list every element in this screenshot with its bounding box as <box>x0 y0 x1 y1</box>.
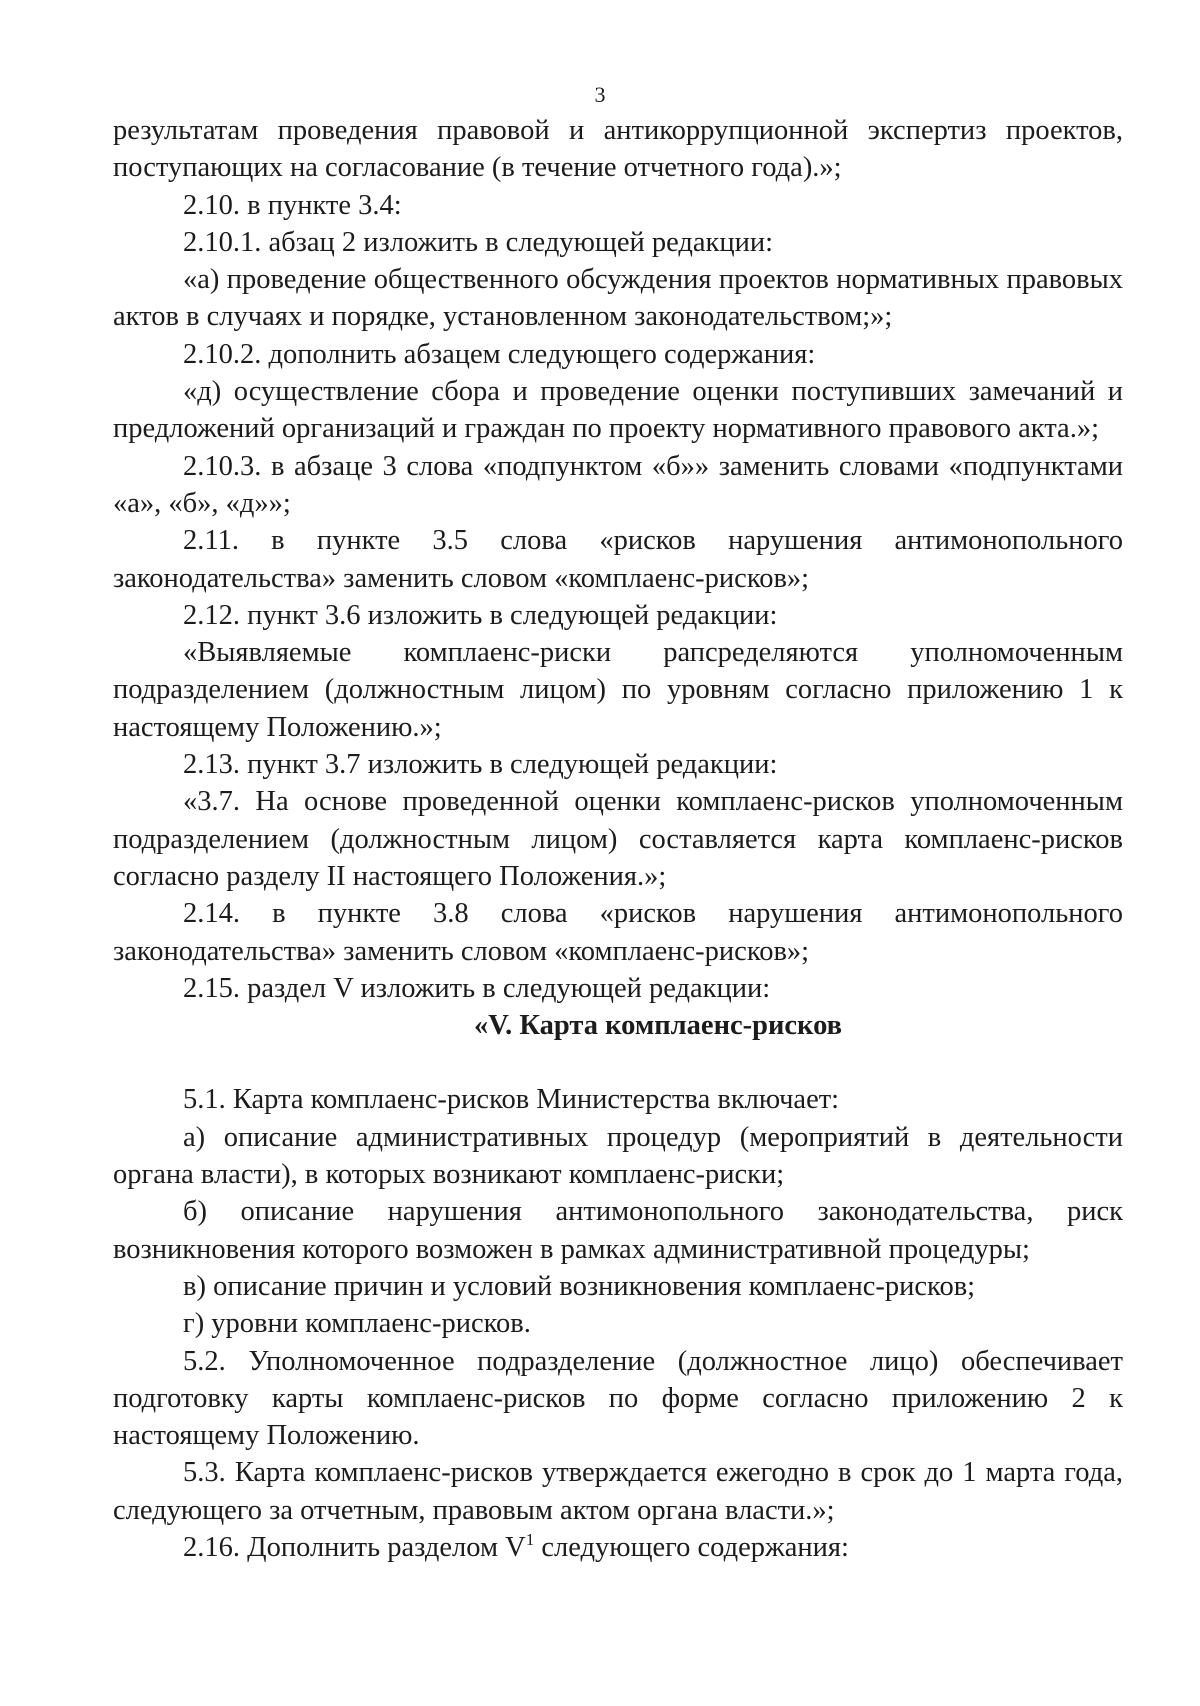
document-body <box>113 112 1123 1566</box>
page-number: 3 <box>594 82 606 107</box>
paragraph: «д) осуществление сбора и проведение оценки поступивших замечаний и предложений организаций и граждан по проекту нормативного правового акта.»; <box>113 376 1123 445</box>
paragraph: «3.7. На основе проведенной оценки комплаенс-рисков уполномоченным подразделением (должностным лицом) составляется карта комплаенс-рисков согласно разделу II настоящего Положения.»; <box>113 786 1123 892</box>
section-heading: «V. Карта комплаенс-рисков <box>473 1010 843 1042</box>
paragraph: б) описание нарушения антимонопольного законодательства, риск возникновения которого возможен в рамках административной процедуры; <box>113 1196 1123 1265</box>
paragraph: г) уровни комплаенс-рисков. <box>183 1308 531 1340</box>
paragraph: 2.10.2. дополнить абзацем следующего содержания: <box>183 338 816 370</box>
paragraph: «а) проведение общественного обсуждения проектов нормативных правовых актов в случаях и порядке, установленном законодательством;»; <box>113 264 1123 333</box>
paragraph: а) описание административных процедур (мероприятий в деятельности органа власти), в которых возникают комплаенс-риски; <box>113 1121 1123 1191</box>
paragraph <box>113 1529 1123 1566</box>
paragraph: 2.10.3. в абзаце 3 слова «подпунктом «б»» заменить словами «подпунктами «а», «б», «д»»; <box>113 450 1123 519</box>
superscript: 1 <box>525 1529 535 1549</box>
paragraph: 2.15. раздел V изложить в следующей редакции: <box>183 972 771 1004</box>
paragraph: в) описание причин и условий возникновения комплаенс-рисков; <box>183 1270 976 1302</box>
paragraph: результатам проведения правовой и антикоррупционной экспертиз проектов, поступающих на согласование (в течение отчетного года).»; <box>113 115 1123 184</box>
paragraph-text: следующего содержания: <box>534 1531 849 1563</box>
paragraph: 5.3. Карта комплаенс-рисков утверждается ежегодно в срок до 1 марта года, следующего за отчетным, правовым актом органа власти.»; <box>113 1457 1123 1526</box>
paragraph: 2.10.1. абзац 2 изложить в следующей редакции: <box>183 226 774 258</box>
paragraph: 2.12. пункт 3.6 изложить в следующей редакции: <box>183 599 778 631</box>
paragraph: 2.13. пункт 3.7 изложить в следующей редакции: <box>183 749 778 781</box>
paragraph: 2.11. в пункте 3.5 слова «рисков нарушения антимонопольного законодательства» заменить словом «комплаенс-рисков»; <box>113 525 1123 594</box>
paragraph: «Выявляемые комплаенс-риски рапсределяются уполномоченным подразделением (должностным лицом) по уровням согласно приложению 1 к настоящему Положению.»; <box>113 637 1123 743</box>
paragraph: 5.2. Уполномоченное подразделение (должностное лицо) обеспечивает подготовку карты комплаенс-рисков по форме согласно приложению 2 к настоящему Положению. <box>113 1345 1123 1452</box>
paragraph: 5.1. Карта комплаенс-рисков Министерства включает: <box>183 1084 840 1116</box>
paragraph: 2.10. в пункте 3.4: <box>183 189 402 221</box>
paragraph: 2.14. в пункте 3.8 слова «рисков нарушения антимонопольного законодательства» заменить словом «комплаенс-рисков»; <box>113 898 1123 967</box>
paragraph-text: 2.16. Дополнить разделом V <box>183 1531 526 1563</box>
